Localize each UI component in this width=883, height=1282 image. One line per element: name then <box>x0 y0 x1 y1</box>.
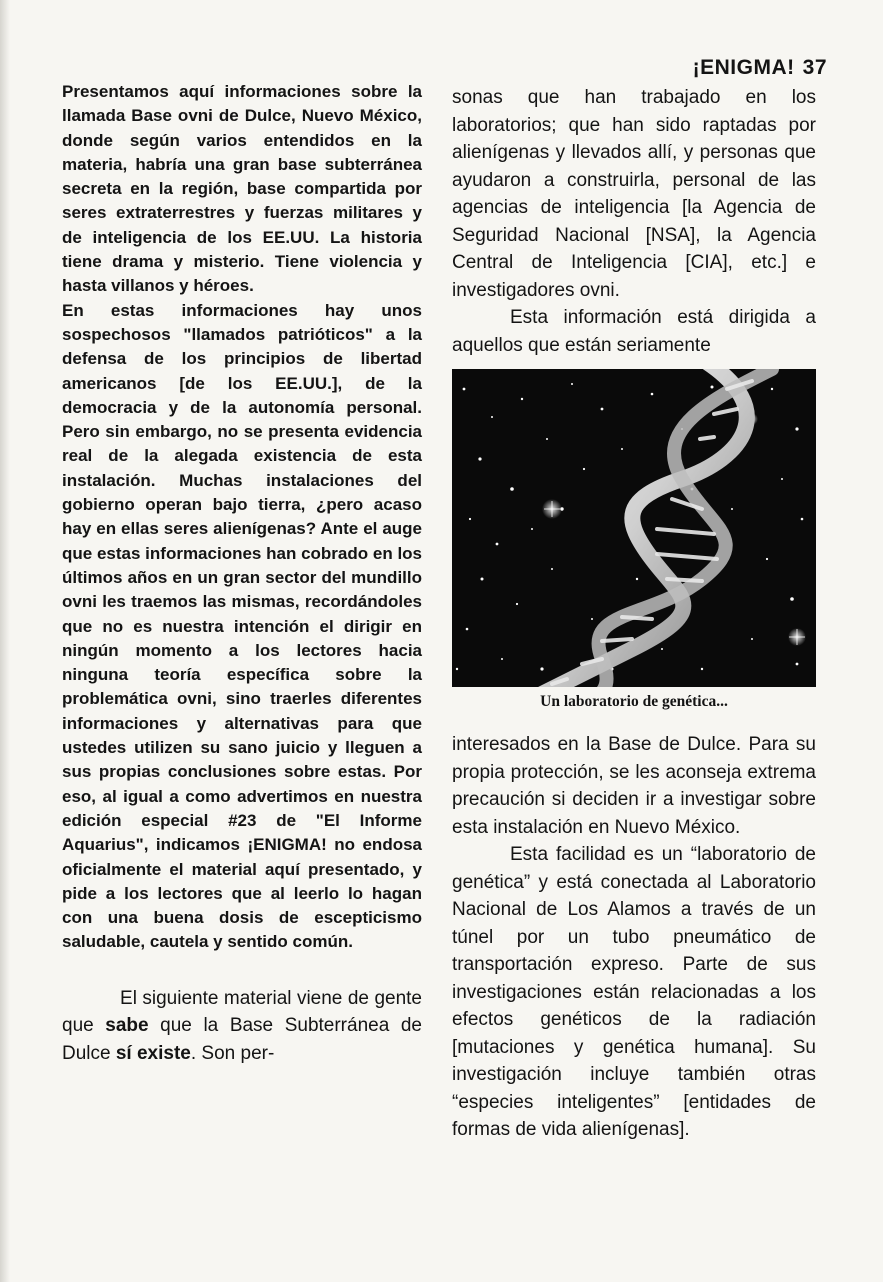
continuation-paragraph: sonas que han trabajado en los laboratorios; que han sido raptadas por alienígenas y llevados allí, y personas que ayudaron a construirla, personal de las agencias de inteligencia [la Agencia de Seguridad Nacional [NSA], la Agencia Central de Inteligencia [CIA], etc.] e investigadores ovni. <box>452 87 816 301</box>
paragraph-directed: Esta información está dirigida a aquellos que están seriamente <box>452 307 816 356</box>
left-column <box>62 80 422 1067</box>
paragraph-genetics-lab: Esta facilidad es un “laboratorio de genética” y está conectada al Laboratorio Nacional de Los Alamos a través de un túnel por un tubo pneumático de transportación expreso. Parte de sus investigaciones están relacionadas a los efectos genéticos de la radiación [mutaciones y genética humana]. Su investigación incluye también otras “especies inteligentes” [entidades de formas de vida alienígenas]. <box>452 844 816 1140</box>
dna-helix-image <box>452 369 816 687</box>
page-header <box>693 56 827 80</box>
body-bold-b: sí existe <box>115 1042 191 1064</box>
body-text-a: l siguiente material viene de gente que <box>62 987 422 1037</box>
body-text-b: que la Base Subterránea de Dulce <box>62 1015 422 1064</box>
intro-paragraph-2: En estas informaciones hay unos sospechosos "llamados patrióticos" a la defensa de los principios de libertad americanos [de los EE.UU.], de la democracia y de la autonomía personal. Pero sin embargo, no se presenta evidencia real de la alegada existencia de esta instalación. Muchas instalaciones del gobierno operan bajo tierra, ¿pero acaso hay en ellas seres alienígenas? Ante el auge que estas informaciones han cobrado en los últimos años en un gran sector del mundillo ovni les traemos las mismas, recordándoles que no es nuestra intención el dirigir en ningún momento a los lectores hacia ninguna teoría específica sobre la problemática ovni, sino traerles diferentes informaciones y alternativas para que ustedes utilizen su sano juicio y lleguen a sus propias conclusiones sobre estas. Por eso, al igual a como advertimos en nuestra edición especial #23 de "El Informe Aquarius", indicamos ¡ENIGMA! no endosa oficialmente el material aquí presentado, y pide a los lectores que al leerlo lo hagan con una buena dosis de escepticismo saludable, cautela y sentido común. <box>62 300 422 952</box>
paragraph-interested: interesados en la Base de Dulce. Para su propia protección, se les aconseja extrema precaución si deciden ir a investigar sobre esta instalación en Nuevo México. <box>452 734 816 838</box>
figure <box>452 369 816 711</box>
drop-letter: E <box>120 987 133 1009</box>
intro-paragraph-1: Presentamos aquí informaciones sobre la llamada Base ovni de Dulce, Nuevo México, donde según varios entendidos en la materia, habría una gran base subterránea secreta en la región, base compartida por seres extraterrestres y fuerzas militares y de inteligencia de los EE.UU. La historia tiene drama y misterio. Tiene violencia y hasta villanos y héroes. <box>62 82 422 296</box>
body-bold-a: sabe <box>105 1015 149 1037</box>
page-edge-shadow <box>0 0 10 1282</box>
figure-caption: Un laboratorio de genética... <box>540 693 728 710</box>
body-text-c: . Son per- <box>190 1042 275 1064</box>
page-number: 37 <box>802 56 827 79</box>
body-paragraph-1 <box>62 985 422 1068</box>
right-column <box>452 84 816 1144</box>
magazine-title: ¡ENIGMA! <box>692 56 795 79</box>
